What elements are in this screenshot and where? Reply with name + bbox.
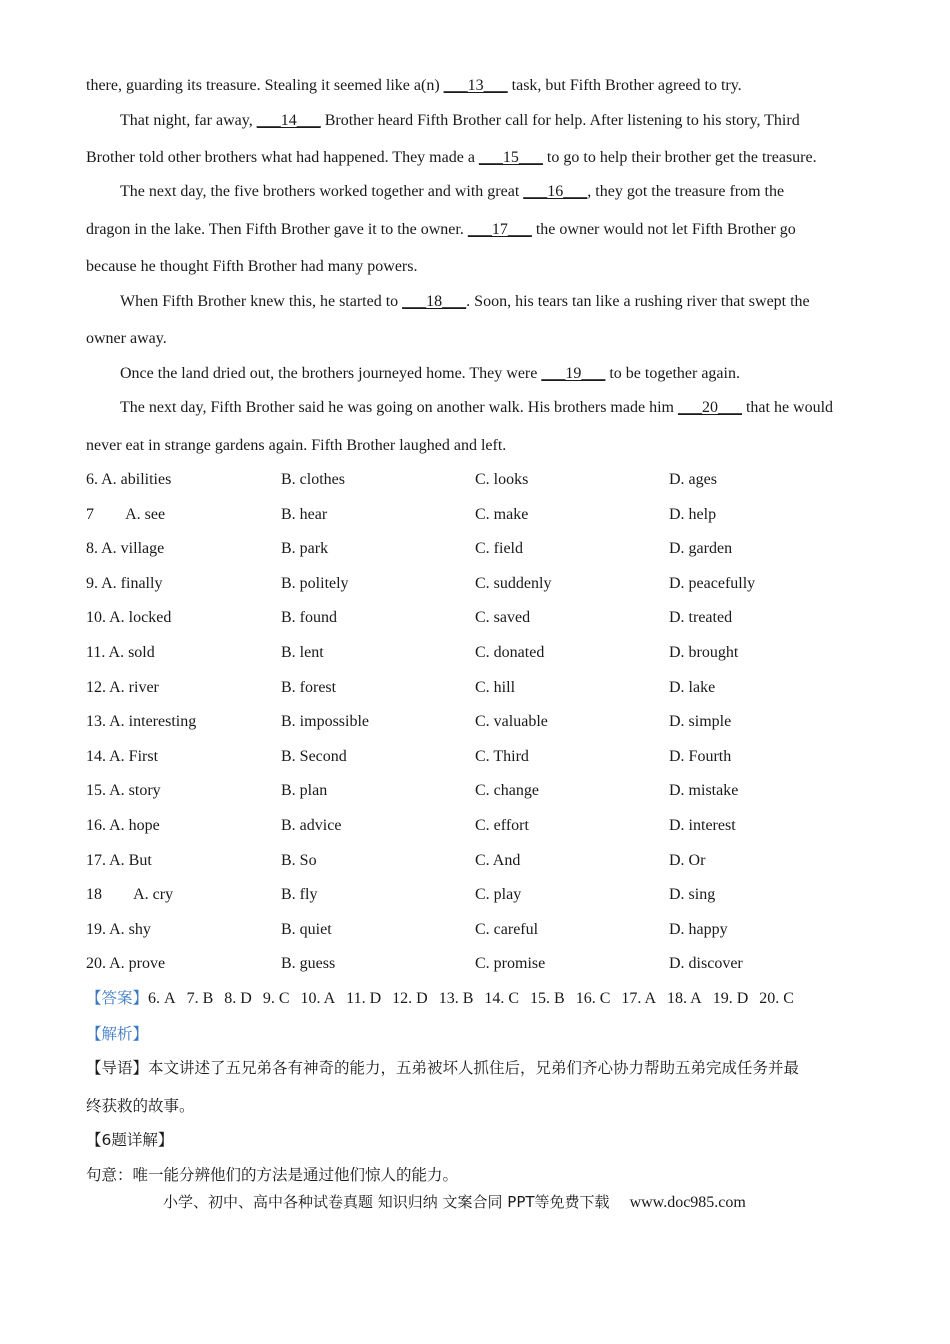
option-c: C. And [475,851,521,869]
blank-16: ___16___ [523,183,588,200]
option-b: B. found [281,609,337,627]
option-row [86,712,886,732]
passage-line: because he thought Fifth Brother had many powers. [86,258,418,275]
passage-line: The next day, the five brothers worked together and with great ___16___, they got the treasure from the [120,183,785,200]
blank-20: ___20___ [677,399,742,416]
blank-14: ___14___ [256,112,321,129]
option-c: C. make [475,505,529,523]
intro-line: 终获救的故事。 [86,1097,195,1115]
option-d: D. peacefully [669,574,756,592]
option-d: D. lake [669,678,716,696]
option-row [86,505,886,525]
answer-item: 11. D [346,990,382,1007]
answer-item: 16. C [575,990,611,1007]
option-row [86,781,886,801]
option-a: 15. A. story [86,782,161,800]
answer-items [148,990,805,1007]
option-c: C. careful [475,920,539,938]
option-c: C. change [475,782,539,800]
option-c: C. effort [475,817,529,834]
option-b: B. quiet [281,920,332,938]
option-row [86,608,886,628]
option-a: 7 A. see [86,505,166,523]
blank-15: ___15___ [478,149,543,166]
option-d: D. brought [669,644,739,661]
option-d: D. Or [669,851,706,869]
option-b: B. impossible [281,713,370,731]
option-a: 17. A. But [86,851,152,869]
option-row [86,851,886,871]
option-b: B. politely [281,574,349,592]
option-b: B. Second [281,747,347,765]
option-a: 16. A. hope [86,817,160,834]
option-b: B. forest [281,678,337,696]
option-b: B. park [281,540,329,558]
option-c: C. Third [475,747,529,765]
option-c: C. suddenly [475,574,552,592]
passage-line: there, guarding its treasure. Stealing it seemed like a(n) ___13___ task, but Fifth Brother agreed to try. [86,77,742,94]
option-d: D. ages [669,471,717,488]
answer-item: 13. B [438,990,474,1007]
answer-item: 15. B [530,990,565,1007]
option-b: B. guess [281,955,336,973]
option-d: D. mistake [669,782,739,800]
option-row [86,920,886,940]
answer-item: 20. C [759,990,794,1007]
option-b: B. clothes [281,471,345,488]
option-a: 12. A. river [86,678,159,696]
answer-item: 19. D [712,990,749,1007]
passage-line: Once the land dried out, the brothers journeyed home. They were ___19___ to be together again. [120,365,740,382]
option-row [86,816,886,836]
option-row [86,678,886,698]
sentence-meaning: 句意：唯一能分辨他们的方法是通过他们惊人的能力。 [86,1166,459,1184]
passage-line: Brother told other brothers what had happened. They made a ___15___ to go to help their brother get the treasure. [86,149,817,166]
option-d: D. happy [669,920,728,938]
blank-17: ___17___ [467,221,532,238]
option-row [86,539,886,559]
intro-line: 【导语】本文讲述了五兄弟各有神奇的能力，五弟被坏人抓住后，兄弟们齐心协力帮助五弟完成任务并最 [86,1059,800,1077]
option-b: B. So [281,851,317,869]
answer-item: 18. A [667,990,702,1007]
blank-13: ___13___ [443,77,508,94]
passage-line: owner away. [86,330,167,347]
option-a: 13. A. interesting [86,713,197,731]
passage-line: That night, far away, ___14___ Brother heard Fifth Brother call for help. After listening to his story, Third [120,112,800,129]
option-row [86,470,886,490]
option-d: D. interest [669,817,736,834]
option-a: 10. A. locked [86,609,172,627]
option-row [86,885,886,905]
option-d: D. garden [669,540,733,558]
option-a: 11. A. sold [86,644,155,661]
option-c: C. play [475,886,522,904]
answer-item: 7. B [186,990,214,1007]
option-b: B. hear [281,505,328,523]
answer-item: 17. A [621,990,657,1007]
option-d: D. help [669,505,717,523]
blank-19: ___19___ [541,365,606,382]
footer-link[interactable]: www.doc985.com [629,1194,746,1211]
answer-line [86,988,805,1009]
option-c: C. saved [475,609,531,627]
answer-item: 8. D [224,990,252,1007]
footer-text: 小学、初中、高中各种试卷真题 知识归纳 文案合同 PPT等免费下载 [163,1193,610,1211]
option-c: C. promise [475,955,546,973]
option-row [86,574,886,594]
analysis-tag: 【解析】 [86,1025,149,1043]
option-c: C. donated [475,644,545,661]
option-a: 14. A. First [86,747,159,765]
option-row [86,954,886,974]
detail-tag: 【6题详解】 [86,1131,174,1149]
option-d: D. Fourth [669,747,732,765]
answer-item: 10. A [300,990,336,1007]
option-b: B. fly [281,886,318,904]
answer-item: 9. C [262,990,290,1007]
page-footer [163,1191,746,1212]
option-c: C. looks [475,471,529,488]
blank-18: ___18___ [402,293,467,310]
option-d: D. discover [669,955,743,973]
option-a: 8. A. village [86,540,165,558]
option-d: D. simple [669,713,732,731]
answer-item: 14. C [484,990,520,1007]
answer-item: 12. D [392,990,428,1007]
answer-item: 6. A [148,990,176,1007]
option-a: 9. A. finally [86,574,163,592]
passage-line: dragon in the lake. Then Fifth Brother gave it to the owner. ___17___ the owner would not let Fifth Brother go [86,221,796,238]
passage-line: never eat in strange gardens again. Fifth Brother laughed and left. [86,437,507,454]
option-b: B. lent [281,644,324,661]
passage-line: The next day, Fifth Brother said he was going on another walk. His brothers made him ___20___ that he would [120,399,834,416]
option-b: B. advice [281,817,342,834]
option-d: D. treated [669,609,733,627]
option-a: 20. A. prove [86,955,166,973]
option-row [86,643,886,663]
answer-tag: 【答案】 [86,989,149,1007]
passage-line: When Fifth Brother knew this, he started to ___18___. Soon, his tears tan like a rushing river that swept the [120,293,810,310]
option-c: C. field [475,540,523,558]
option-a: 19. A. shy [86,920,151,938]
option-a: 18 A. cry [86,886,174,904]
option-a: 6. A. abilities [86,471,172,488]
option-c: C. hill [475,678,516,696]
option-row [86,747,886,767]
option-c: C. valuable [475,713,548,731]
option-d: D. sing [669,886,716,904]
option-b: B. plan [281,782,328,800]
